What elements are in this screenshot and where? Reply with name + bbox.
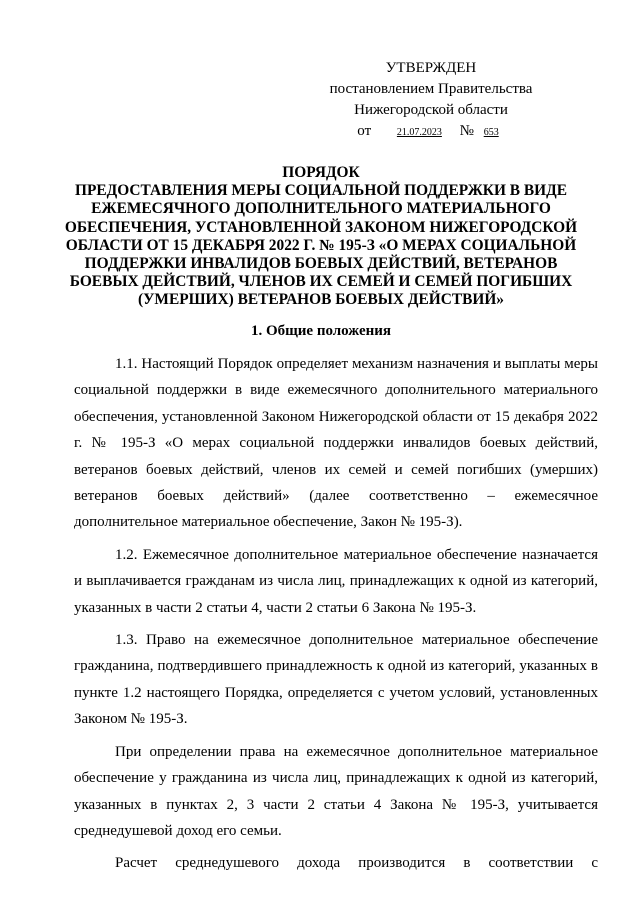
title-line-4: ОБЕСПЕЧЕНИЯ, УСТАНОВЛЕННОЙ ЗАКОНОМ НИЖЕГОРОДСКОЙ bbox=[64, 218, 578, 236]
document-title bbox=[62, 164, 580, 310]
title-line-7: БОЕВЫХ ДЕЙСТВИЙ, ЧЛЕНОВ ИХ СЕМЕЙ И СЕМЕЙ ПОГИБШИХ bbox=[69, 273, 573, 291]
paragraph-1-1: 1.1. Настоящий Порядок определяет механизм назначения и выплаты меры социальной поддержки в виде ежемесячного дополнительного материального обеспечения, установленной Законом Нижегородской области от 15 декабря 2022 г. № 195-З «О мерах социальной поддержки инвалидов боевых действий, ветеранов боевых действий, членов их семей и семей погибших (умерших) ветеранов боевых действий» (далее соответственно – ежемесячное дополнительное материальное обеспечение, Закон № 195-З). bbox=[74, 356, 598, 531]
paragraph-income-calculation: Расчет среднедушевого дохода производится в соответствии с bbox=[115, 855, 598, 872]
paragraph-1-2: 1.2. Ежемесячное дополнительное материальное обеспечение назначается и выплачивается гражданам из числа лиц, принадлежащих к одной из категорий, указанных в части 2 статьи 4, части 2 статьи 6 Закона № 195-З. bbox=[74, 546, 598, 616]
approval-stamp bbox=[326, 58, 536, 143]
title-line-2: ПРЕДОСТАВЛЕНИЯ МЕРЫ СОЦИАЛЬНОЙ ПОДДЕРЖКИ В ВИДЕ bbox=[74, 182, 567, 200]
section-heading: 1. Общие положения bbox=[250, 323, 392, 339]
paragraph-income-rule: При определении права на ежемесячное дополнительное материальное обеспечение у гражданина из числа лиц, принадлежащих к одной из категорий, указанных в пунктах 2, 3 части 2 статьи 4 Закона № 195-З, учитывается среднедушевой доход его семьи. bbox=[74, 743, 598, 839]
approval-line-2: Нижегородской области bbox=[354, 102, 508, 118]
title-line-1: ПОРЯДОК bbox=[282, 164, 360, 181]
date-prefix: от bbox=[357, 123, 372, 139]
approval-heading: УТВЕРЖДЕН bbox=[385, 60, 477, 76]
paragraph-1-3: 1.3. Право на ежемесячное дополнительное материальное обеспечение гражданина, подтвердившего принадлежность к одной из категорий, указанных в пункте 1.2 настоящего Порядка, определяется с учетом условий, установленных Законом № 195-З. bbox=[74, 632, 598, 728]
document-body bbox=[74, 351, 598, 883]
title-line-5: ОБЛАСТИ ОТ 15 ДЕКАБРЯ 2022 Г. № 195-З «О МЕРАХ СОЦИАЛЬНОЙ bbox=[65, 236, 577, 254]
title-line-8: (УМЕРШИХ) ВЕТЕРАНОВ БОЕВЫХ ДЕЙСТВИЙ» bbox=[138, 291, 504, 309]
approval-line-1: постановлением Правительства bbox=[329, 81, 533, 97]
title-line-6: ПОДДЕРЖКИ ИНВАЛИДОВ БОЕВЫХ ДЕЙСТВИЙ, ВЕТЕРАНОВ bbox=[84, 255, 558, 273]
number-sign: № bbox=[459, 123, 474, 139]
approval-date: 21.07.2023 bbox=[396, 127, 442, 138]
title-line-3: ЕЖЕМЕСЯЧНОГО ДОПОЛНИТЕЛЬНОГО МАТЕРИАЛЬНОГО bbox=[91, 200, 551, 218]
approval-date-row bbox=[326, 121, 536, 143]
approval-number: 653 bbox=[483, 127, 499, 138]
